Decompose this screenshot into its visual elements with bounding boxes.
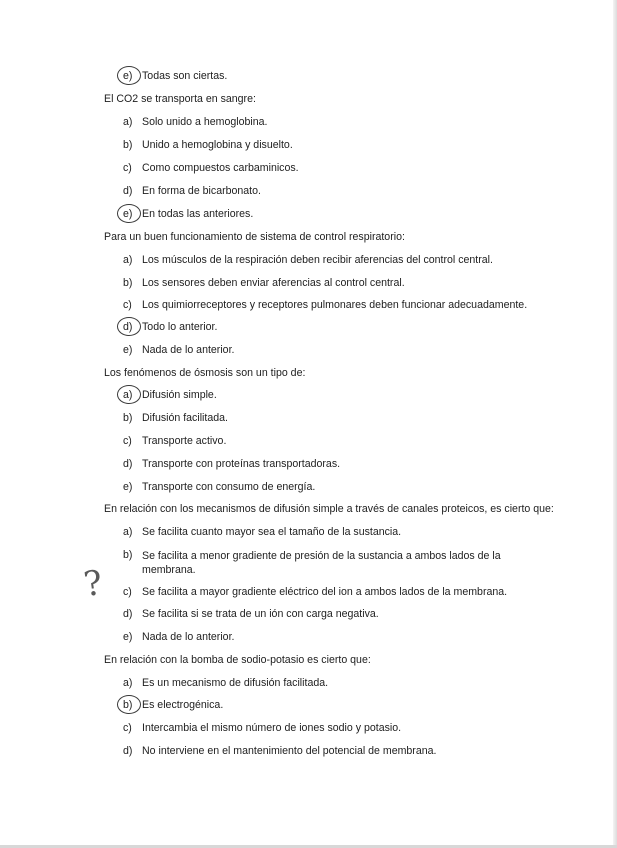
question-osmosis: Los fenómenos de ósmosis son un tipo de: (104, 367, 306, 379)
option-letter: a) (123, 677, 133, 689)
option-text: Se facilita a menor gradiente de presión de la sustancia a ambos lados de la membrana. (142, 550, 501, 576)
option-letter: d) (123, 608, 133, 620)
option-text: Difusión simple. (142, 389, 217, 401)
option-text: Todo lo anterior. (142, 321, 218, 333)
option-text: No interviene en el mantenimiento del potencial de membrana. (142, 745, 437, 757)
option-text: Transporte con proteínas transportadoras. (142, 458, 341, 470)
option-letter: a) (123, 526, 133, 538)
option-letter: b) (123, 139, 133, 151)
question-simple-diffusion: En relación con los mecanismos de difusión simple a través de canales proteicos, es cierto que: (104, 503, 554, 515)
option-text: Los quimiorreceptores y receptores pulmonares deben funcionar adecuadamente. (142, 299, 528, 311)
option-text: Se facilita a mayor gradiente eléctrico del ion a ambos lados de la membrana. (142, 586, 508, 598)
option-letter: d) (123, 185, 133, 197)
option-letter: d) (123, 321, 133, 333)
option-text: Nada de lo anterior. (142, 344, 235, 356)
option-text: Transporte activo. (142, 435, 227, 447)
option-letter: a) (123, 389, 133, 401)
option-text: Unido a hemoglobina y disuelto. (142, 139, 293, 151)
option-letter: e) (123, 481, 133, 493)
option-letter: e) (123, 631, 133, 643)
option-text: En forma de bicarbonato. (142, 185, 261, 197)
option-text: Los sensores deben enviar aferencias al control central. (142, 277, 405, 289)
option-letter: a) (123, 254, 133, 266)
option-text: En todas las anteriores. (142, 208, 254, 220)
option-text: Difusión facilitada. (142, 412, 228, 424)
question-respiratory-control: Para un buen funcionamiento de sistema de control respiratorio: (104, 231, 405, 243)
option-letter: c) (123, 586, 132, 598)
option-text: Los músculos de la respiración deben recibir aferencias del control central. (142, 254, 493, 266)
option-letter: b) (123, 549, 133, 561)
option-letter: c) (123, 435, 132, 447)
option-text: Intercambia el mismo número de iones sodio y potasio. (142, 722, 402, 734)
option-letter: c) (123, 162, 132, 174)
option-text: Transporte con consumo de energía. (142, 481, 316, 493)
option-text: Como compuestos carbaminicos. (142, 162, 299, 174)
option-letter: e) (123, 208, 133, 220)
option-text: Es electrogénica. (142, 699, 224, 711)
option-letter: d) (123, 458, 133, 470)
option-text: Se facilita cuanto mayor sea el tamaño de la sustancia. (142, 526, 402, 538)
option-letter: d) (123, 745, 133, 757)
question-co2-transport: El CO2 se transporta en sangre: (104, 93, 256, 105)
option-letter: b) (123, 277, 133, 289)
option-text: Se facilita si se trata de un ión con carga negativa. (142, 608, 379, 620)
option-letter: a) (123, 116, 133, 128)
option-letter: b) (123, 412, 133, 424)
option-letter: e) (123, 344, 133, 356)
question-sodium-potassium-pump: En relación con la bomba de sodio-potasio es cierto que: (104, 654, 371, 666)
option-letter: e) (123, 70, 133, 82)
option-letter: b) (123, 699, 133, 711)
option-text: Todas son ciertas. (142, 70, 228, 82)
option-text: Es un mecanismo de difusión facilitada. (142, 677, 329, 689)
option-text: Solo unido a hemoglobina. (142, 116, 268, 128)
option-letter: c) (123, 722, 132, 734)
handwritten-question-mark: ? (81, 562, 105, 606)
option-text: Nada de lo anterior. (142, 631, 235, 643)
option-letter: c) (123, 299, 132, 311)
scan-edge-right (613, 0, 617, 848)
